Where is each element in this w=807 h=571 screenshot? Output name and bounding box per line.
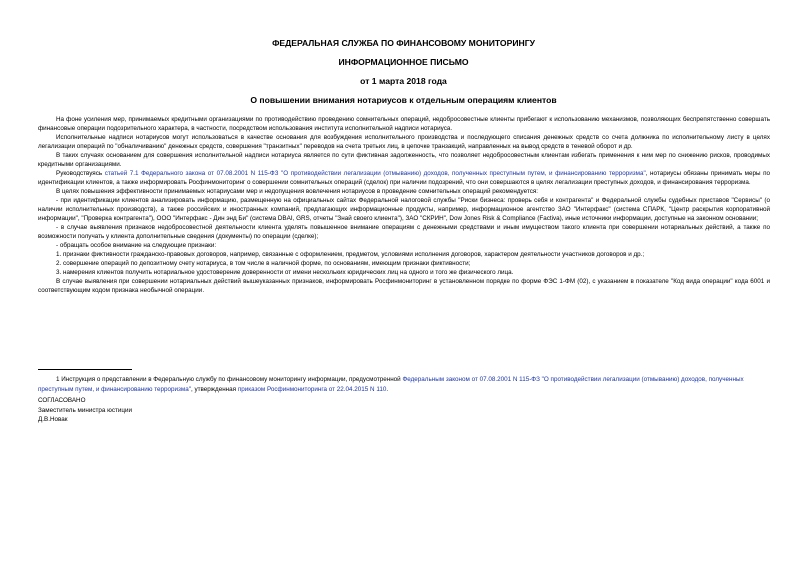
order-link[interactable]: приказом Росфинмониторинга от 22.04.2015 N 110: [237, 385, 387, 393]
paragraph-2: Исполнительные надписи нотариусов могут использоваться в качестве основания для возбуждения исполнительного производства и последующего списания денежных средств со счета должника по исполнительному листу в целях легализации операций по "обналичиванию" денежных средств, совершения "транзитных" переводов на счета третьих лиц, в цепочке транзакций, направленных на вывод средств в теневой оборот и др.: [38, 134, 770, 150]
footnote-middle: , утвержденная: [191, 385, 238, 393]
paragraph-3: В таких случаях основанием для совершения исполнительной надписи нотариуса является по сути фиктивная задолженность, что позволяет недобросовестным клиентам избегать применения к ним мер по снижению рисков, проводимых кредитными организациями.: [38, 152, 770, 168]
paragraph-1: На фоне усиления мер, принимаемых кредитными организациями по противодействию проведению сомнительных операций, недобросовестные клиенты прибегают к использованию механизмов, позволяющих беспрепятственно совершать финансовые операции подозрительного характера, в частности, посредством использования института исполнительной надписи нотариуса.: [38, 116, 770, 132]
paragraph-9: 1. признаки фиктивности гражданско-правовых договоров, например, связанные с оформлением, предметом, условиями исполнения договоров, характером деятельности участников договоров и др.;: [56, 251, 645, 258]
footnote-prefix: 1 Инструкция о представлении в Федеральную службу по финансовому мониторингу информации, предусмотренной: [56, 376, 403, 383]
agency-title: ФЕДЕРАЛЬНАЯ СЛУЖБА ПО ФИНАНСОВОМУ МОНИТОРИНГУ: [272, 38, 535, 48]
document-subject: О повышении внимания нотариусов к отдельным операциям клиентов: [250, 95, 557, 105]
document-type: ИНФОРМАЦИОННОЕ ПИСЬМО: [338, 57, 469, 67]
document-date: от 1 марта 2018 года: [360, 76, 447, 86]
paragraph-6: - при идентификации клиентов анализировать информацию, размещенную на официальных сайтах Федеральной налоговой службы "Риски бизнеса: проверь себя и контрагента" и Федеральной службы судебных приставов "Сервисы" (о наличии исполнительных производств), а также российских и иностранных компаний, предлагающих информационные продукты, например, информационное агентство ЗАО "Интерфакс" (система СПАРК, "Центр раскрытия корпоративной информации", "Проверка контрагента"), ООО "Интерфакс - Дин энд Би" (система DBAI, GRS, отчеты "Знай своего клиента"), ЗАО "СКРИН", Dow Jones Risk & Compliance (Factiva), иные источники информации, доступные на законном основании;: [38, 197, 770, 222]
paragraph-4-suffix: , нотариусы обязаны принимать меры по идентификации клиентов, а также информировать Росфинмониторинг о совершении сомнительных операций (сделок) при наличии подозрений, что они совершаются в целях легализации преступных доходов, и финансирования терроризма.: [38, 170, 771, 186]
approval-name: Д.В.Новак: [38, 416, 68, 423]
footnote-suffix: .: [386, 385, 389, 393]
paragraph-7: - в случае выявления признаков недобросовестной деятельности клиента уделять повышенное внимание операциям с денежными средствами и иным имуществом такого клиента при совершении нотариальных действий, а также по возможности получать у клиента дополнительные сведения (документы) по операции (сделке);: [38, 224, 770, 240]
footnote-divider: [38, 369, 132, 370]
paragraph-12: В случае выявления при совершении нотариальных действий вышеуказанных признаков, информировать Росфинмониторинг в установленном порядке по форме ФЭС 1-ФМ (02), с указанием в показателе "Код вида операции" кода 6001 и соответствующим кодом признака необычной операции.: [38, 278, 770, 294]
footnote-text: [38, 375, 770, 394]
paragraph-4-prefix: Руководствуясь: [56, 170, 105, 177]
footnote: [38, 375, 770, 394]
approval-block: [38, 396, 770, 425]
federal-law-link[interactable]: Федеральным законом от 07.08.2001 N 115-ФЗ "О противодействии легализации (отмыванию) доходов, полученных преступным путем, и финансированию терроризма": [38, 376, 744, 393]
approval-position: Заместитель министра юстиции: [38, 406, 133, 414]
paragraph-11: 3. намерения клиентов получить нотариальное удостоверение доверенности от имени нескольких юридических лиц на одного и того же физического лица.: [56, 269, 514, 276]
law-article-link[interactable]: статьей 7.1 Федерального закона от 07.08.2001 N 115-ФЗ "О противодействии легализации (отмыванию) доходов, полученных преступным путем, и финансированию терроризма": [104, 170, 646, 177]
paragraph-8: - обращать особое внимание на следующие признаки:: [56, 242, 217, 249]
paragraph-5: В целях повышения эффективности принимаемых нотариусами мер и недопущения вовлечения нотариусов в проведение сомнительных операций рекомендуется:: [56, 188, 539, 195]
paragraph-4: [38, 169, 770, 187]
paragraph-10: 2. совершение операций по депозитному счету нотариуса, в том числе в наличной форме, по основаниям, имеющим признаки фиктивности;: [56, 260, 471, 267]
approval-agreed: СОГЛАСОВАНО: [38, 397, 86, 404]
letter-body: [38, 115, 770, 295]
